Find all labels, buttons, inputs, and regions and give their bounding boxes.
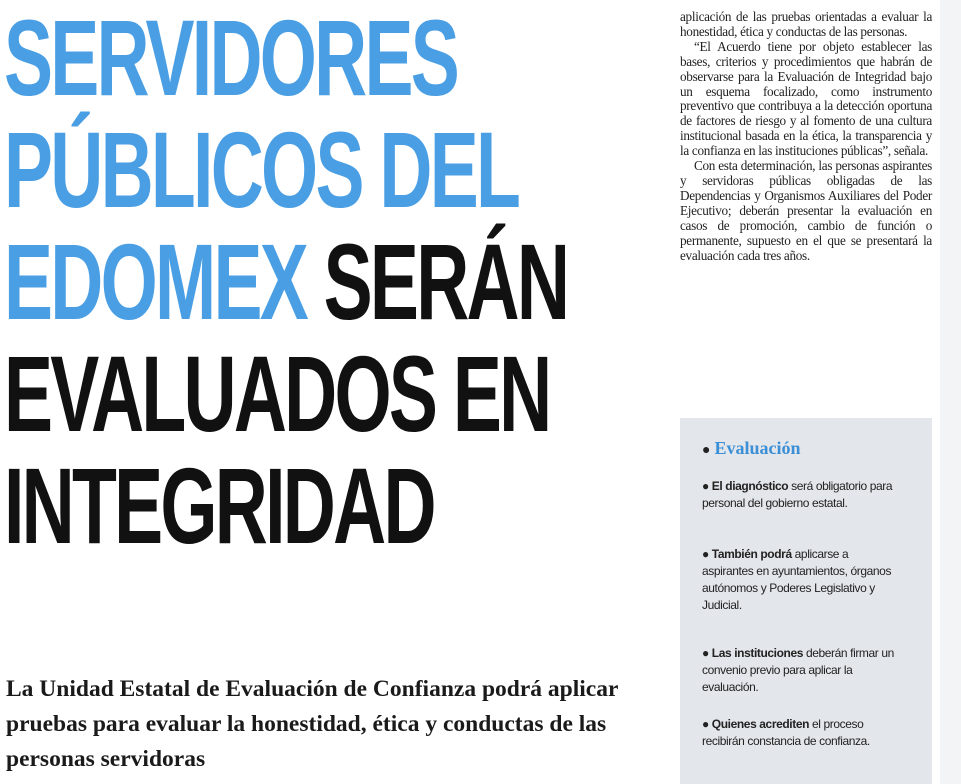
headline-line-1: SERVIDORES: [4, 0, 458, 118]
sidebox-item-text: deberán firmar un convenio previo para aplicar la evaluación.: [702, 646, 894, 694]
headline-line-2: PÚBLICOS DEL: [4, 109, 519, 230]
sidebox-item: [702, 478, 902, 512]
sidebox-item: [702, 645, 902, 696]
page-edge: [940, 0, 961, 784]
headline: [4, 0, 657, 566]
sidebox-item-bold: Quienes acrediten: [711, 717, 810, 731]
sidebox-item-bold: También podrá: [711, 547, 792, 561]
sidebox-item-bold: Las instituciones: [711, 646, 804, 660]
bullet-icon: ●: [702, 646, 709, 660]
headline-line-5: INTEGRIDAD: [4, 445, 434, 566]
bullet-icon: ●: [702, 443, 711, 458]
sidebox-item: [702, 716, 902, 750]
headline-line-3-black: SERÁN: [323, 221, 568, 342]
paragraph-3: Con esta determinación, las personas aspirantes y servidoras públicas obligadas de las Dependencias y Organismos Auxiliares del Poder Ejecutivo; deberán presentar la evaluación en casos de promoción, cambio de función o permanente, supuesto en el que se presentará la evaluación cada tres años.: [680, 158, 932, 263]
headline-line-3-blue: EDOMEX: [4, 221, 306, 342]
paragraph-1: aplicación de las pruebas orientadas a evaluar la honestidad, ética y conductas de las personas.: [680, 9, 932, 39]
sidebox-item-text: el proceso recibirán constancia de confianza.: [702, 717, 870, 748]
sidebox-item-text: será obligatorio para personal del gobierno estatal.: [702, 479, 893, 510]
subheadline: La Unidad Estatal de Evaluación de Confianza podrá aplicar pruebas para evaluar la honestidad, ética y conductas de las personas servidoras: [6, 676, 618, 772]
evaluacion-sidebox: [680, 418, 932, 784]
sidebox-item-text: aplicarse a aspirantes en ayuntamientos, órganos autónomos y Poderes Legislativo y Judicial.: [702, 547, 892, 612]
sidebox-title: [702, 438, 801, 459]
bullet-icon: ●: [702, 717, 709, 731]
headline-line-4: EVALUADOS EN: [4, 333, 550, 454]
paragraph-2: “El Acuerdo tiene por objeto establecer las bases, criterios y procedimientos que habrán de observarse para la Evaluación de Integridad bajo un esquema focalizado, como instrumento preventivo que contribuya a la detección oportuna de factores de riesgo y al fomento de una cultura institucional basada en la ética, la transparencia y la confianza en las instituciones públicas”, señala.: [680, 38, 932, 159]
bullet-icon: ●: [702, 479, 709, 493]
bullet-icon: ●: [702, 547, 709, 561]
sidebox-item: [702, 546, 902, 614]
article-column: [680, 10, 932, 263]
sidebox-item-bold: El diagnóstico: [711, 479, 789, 493]
sidebox-title-text: Evaluación: [714, 438, 801, 458]
